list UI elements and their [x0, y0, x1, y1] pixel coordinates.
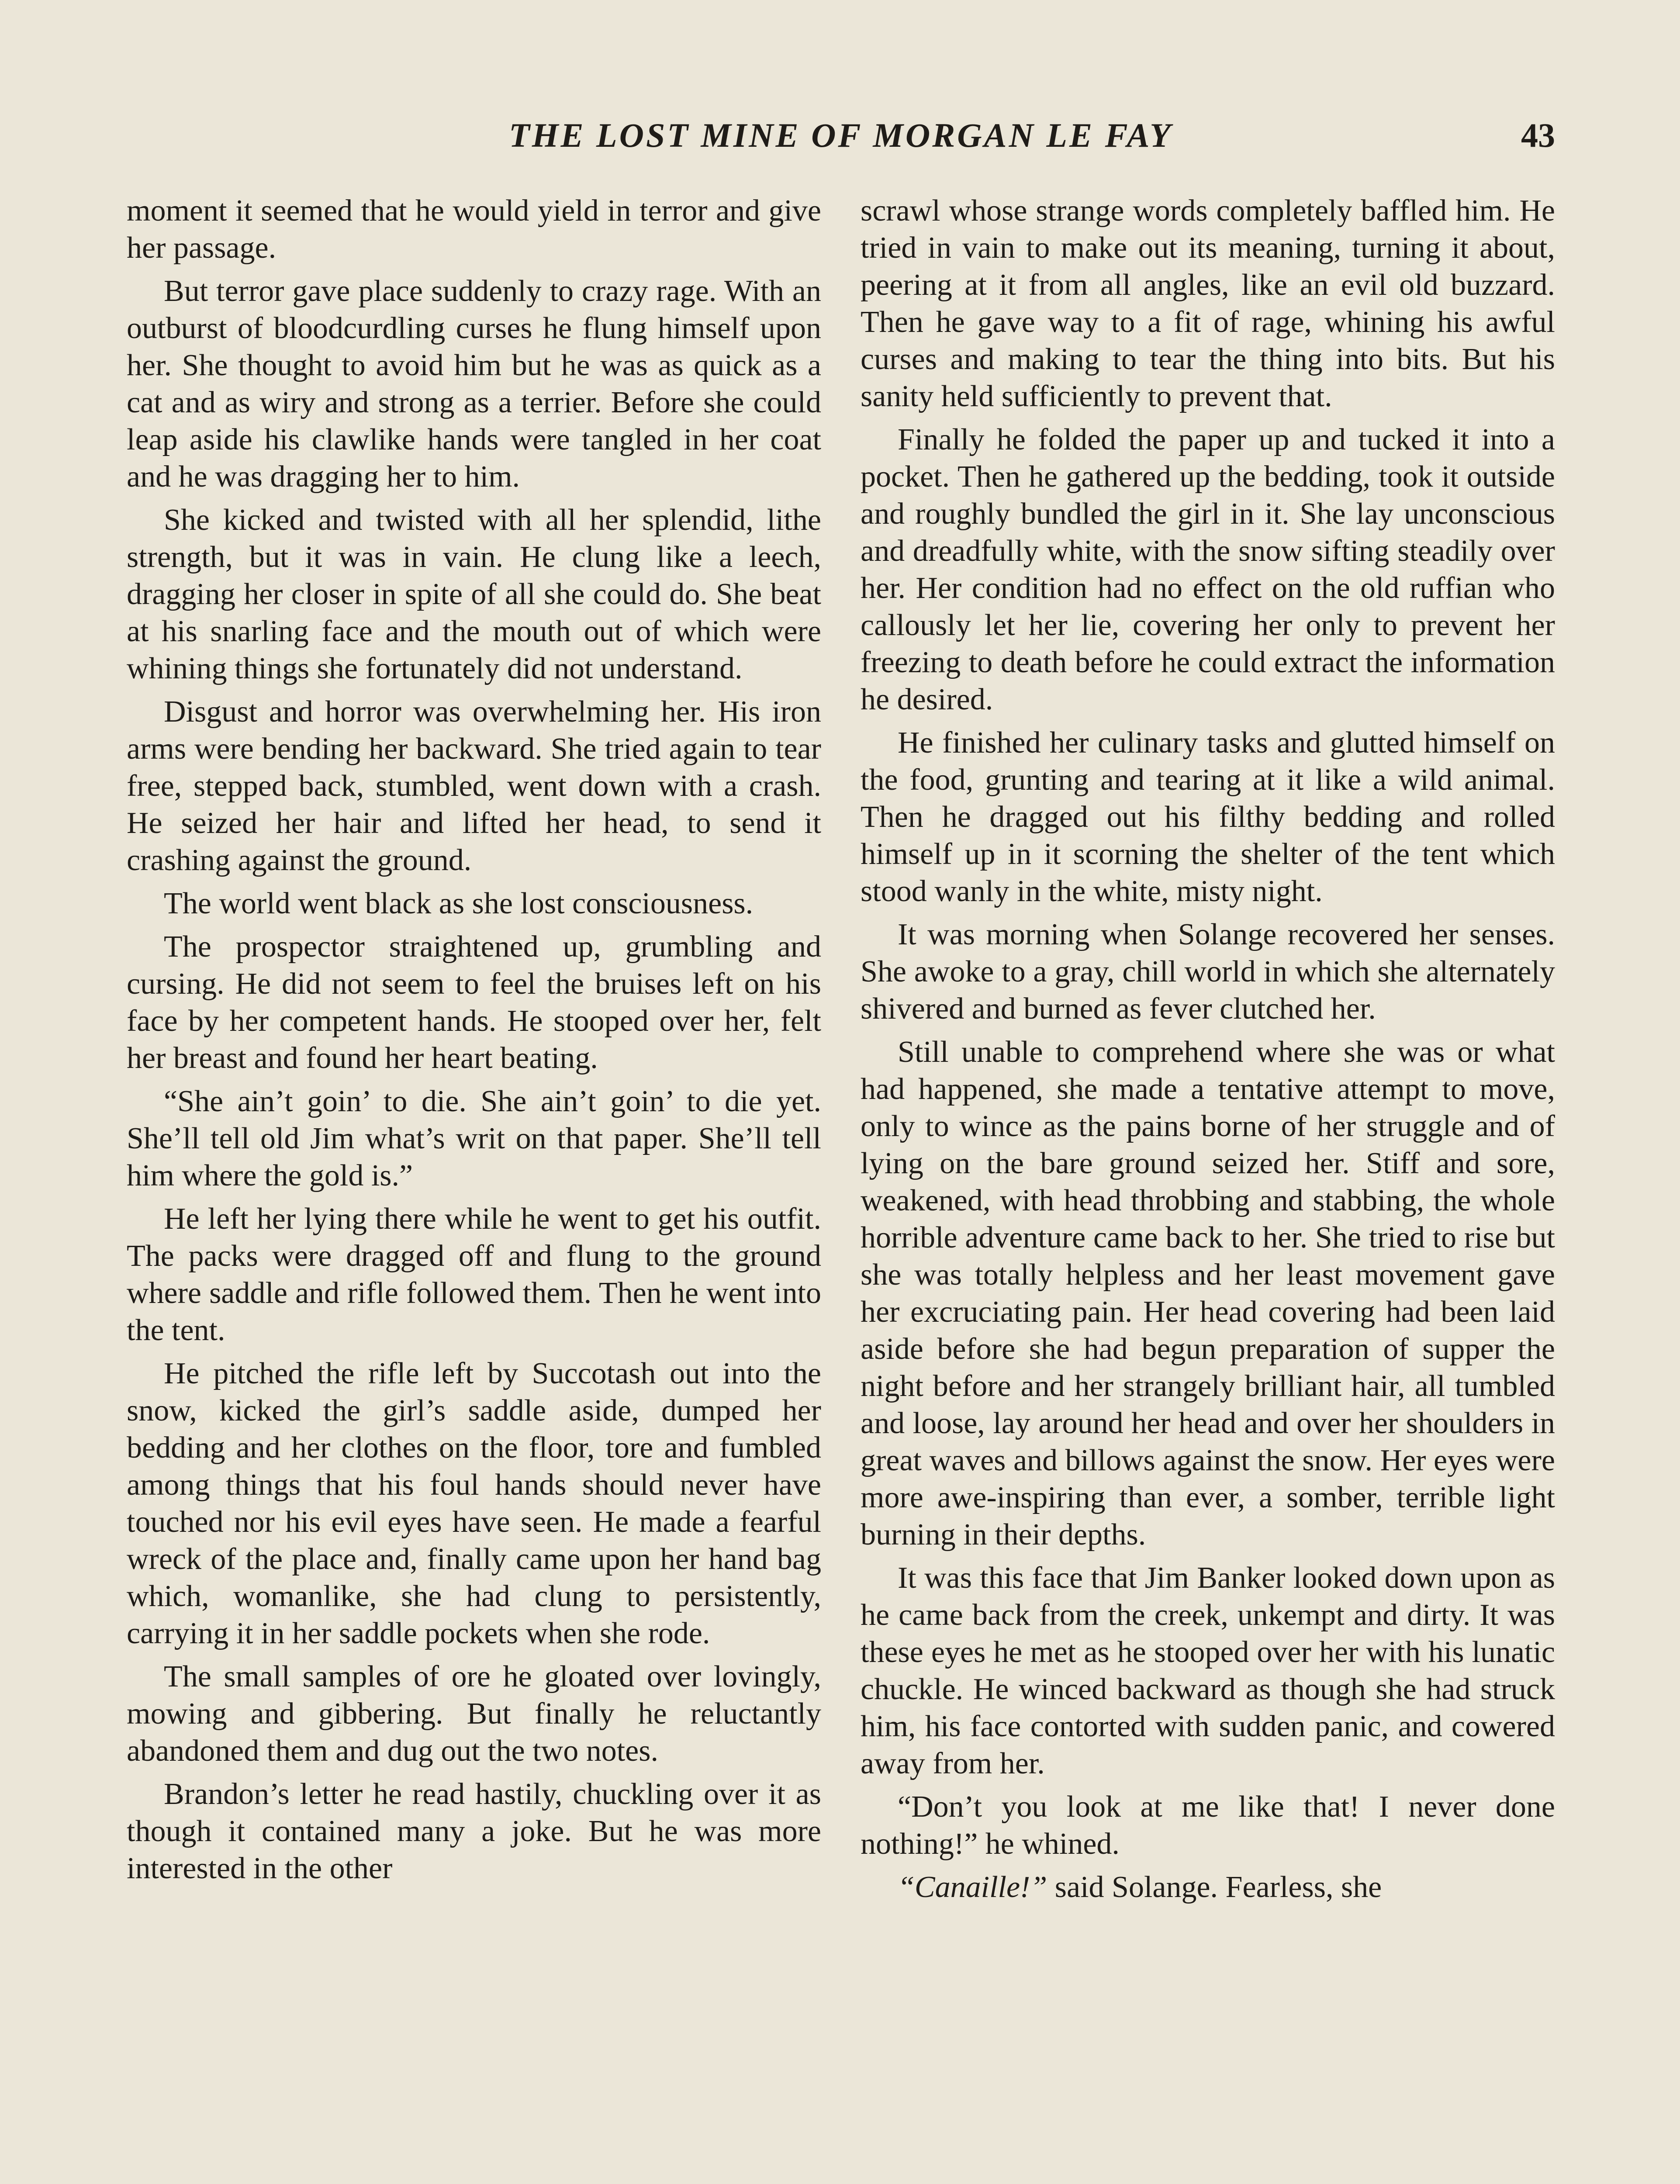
paragraph: The prospector straightened up, grumbling and cursing. He did not seem to feel the bruises left on his face by her competent hands. He stooped over her, felt her breast and found her heart beating.	[127, 930, 821, 1075]
paragraph: He finished her culinary tasks and glutted himself on the food, grunting and tearing at it like a wild animal. Then he dragged out his filthy bedding and rolled himself up in it scorning the shelter of the tent which stood wanly in the white, misty night.	[861, 726, 1555, 908]
left-column	[127, 192, 821, 2184]
paragraph: She kicked and twisted with all her splendid, lithe strength, but it was in vain. He clung like a leech, dragging her closer in spite of all she could do. She beat at his snarling face and the mouth out of which were whining things she fortunately did not understand.	[127, 503, 821, 685]
paragraph: It was morning when Solange recovered her senses. She awoke to a gray, chill world in which she alternately shivered and burned as fever clutched her.	[861, 918, 1555, 1026]
paragraph: Finally he folded the paper up and tucked it into a pocket. Then he gathered up the bedding, took it outside and roughly bundled the girl in it. She lay unconscious and dreadfully white, with the snow sifting steadily over her. Her condition had no effect on the old ruffian who callously let her lie, covering her only to prevent her freezing to death before he could extract the information he desired.	[861, 423, 1555, 716]
paragraph: Brandon’s letter he read hastily, chuckling over it as though it contained many a joke. But he was more interested in the other	[127, 1777, 821, 1885]
paragraph-continuation: said Solange. Fearless, she	[1047, 1870, 1382, 1904]
paragraph: It was this face that Jim Banker looked down upon as he came back from the creek, unkempt and dirty. It was these eyes he met as he stooped over her with his lunatic chuckle. He winced backward as though she had struck him, his face contorted with sudden panic, and cowered away from her.	[861, 1561, 1555, 1780]
paragraph: Still unable to comprehend where she was or what had happened, she made a tentative attempt to move, only to wince as the pains borne of her struggle and of lying on the bare ground seized her. Stiff and sore, weakened, with head throbbing and stabbing, the whole horrible adventure came back to her. She tried to rise but she was totally helpless and her least movement gave her excruciating pain. Her head covering had been laid aside before she had begun preparation of supper the night before and her strangely brilliant hair, all tumbled and loose, lay around her head and over her shoulders in great waves and billows against the snow. Her eyes were more awe-inspiring than ever, a somber, terrible light burning in their depths.	[861, 1035, 1555, 1552]
paragraph: He left her lying there while he went to get his outfit. The packs were dragged off and flung to the ground where saddle and rifle followed them. Then he went into the tent.	[127, 1202, 821, 1347]
paragraph: But terror gave place suddenly to crazy rage. With an outburst of bloodcurdling curses he flung himself upon her. She thought to avoid him but he was as quick as a cat and as wiry and strong as a terrier. Before she could leap aside his clawlike hands were tangled in her coat and he was dragging her to him.	[127, 274, 821, 494]
paragraph: The small samples of ore he gloated over lovingly, mowing and gibbering. But finally he reluctantly abandoned them and dug out the two notes.	[127, 1660, 821, 1768]
paragraph: scrawl whose strange words completely baffled him. He tried in vain to make out its meaning, turning it about, peering at it from all angles, like an evil old buzzard. Then he gave way to a fit of rage, whining his awful curses and making to tear the thing into bits. But his sanity held sufficiently to prevent that.	[861, 194, 1555, 413]
paragraph: “She ain’t goin’ to die. She ain’t goin’ to die yet. She’ll tell old Jim what’s writ on that paper. She’ll tell him where the gold is.”	[127, 1085, 821, 1192]
running-title: THE LOST MINE OF MORGAN LE FAY	[509, 116, 1173, 154]
paragraph: “Don’t you look at me like that! I never done nothing!” he whined.	[861, 1790, 1555, 1861]
paragraph	[861, 1869, 1555, 1906]
page-number: 43	[1521, 116, 1555, 154]
paragraph: moment it seemed that he would yield in terror and give her passage.	[127, 194, 821, 265]
paragraph: The world went black as she lost consciousness.	[164, 887, 754, 920]
right-column	[861, 192, 1555, 2184]
paragraph: He pitched the rifle left by Succotash out into the snow, kicked the girl’s saddle aside, dumped her bedding and her clothes on the floor, tore and fumbled among things that his foul hands should never have touched nor his evil eyes have seen. He made a fearful wreck of the place and, finally came upon her hand bag which, womanlike, she had clung to persistently, carrying it in her saddle pockets when she rode.	[127, 1357, 821, 1650]
paragraph: Disgust and horror was overwhelming her. His iron arms were bending her backward. She tried again to tear free, stepped back, stumbled, went down with a crash. He seized her hair and lifted her head, to send it crashing against the ground.	[127, 695, 821, 877]
page-header	[127, 111, 1555, 159]
italic-exclamation: “Canaille!”	[898, 1870, 1047, 1904]
